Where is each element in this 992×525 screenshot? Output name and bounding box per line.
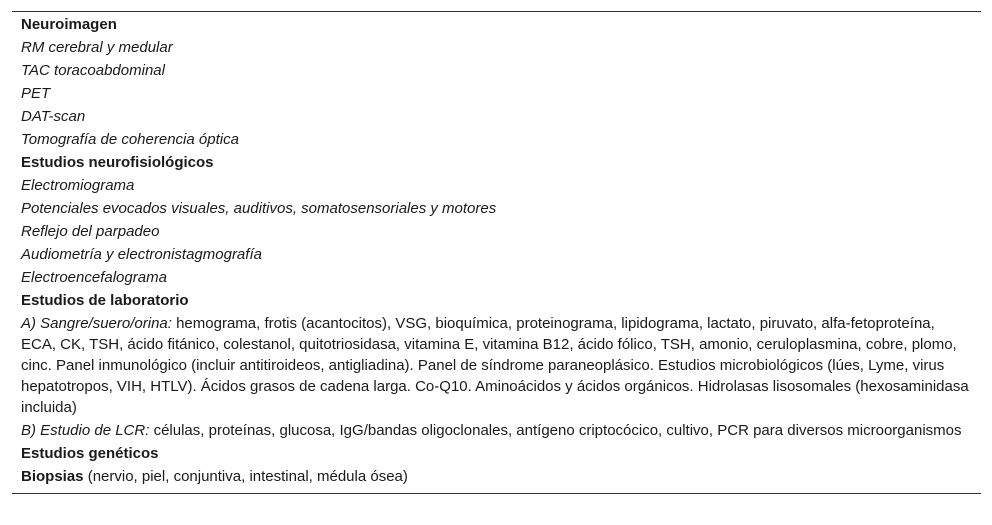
lab-csf-paragraph: [12, 420, 981, 441]
list-item: Electromiograma: [21, 177, 135, 194]
section-heading-biopsias: Biopsias: [21, 468, 84, 485]
section-heading-neurofisiologicos: Estudios neurofisiológicos: [21, 154, 214, 171]
section-heading-laboratorio: Estudios de laboratorio: [21, 292, 189, 309]
list-item: Reflejo del parpadeo: [21, 223, 160, 240]
list-item: Potenciales evocados visuales, auditivos, somatosensoriales y motores: [21, 200, 497, 217]
list-item: RM cerebral y medular: [21, 39, 173, 56]
list-item: Electroencefalograma: [21, 269, 167, 286]
lab-blood-text: hemograma, frotis (acantocitos), VSG, bioquímica, proteinograma, lipidograma, lactato, piruvato, alfa-fetoproteína, ECA, CK, TSH, ácido fitánico, colestanol, quitotriosidasa, vitamina E, vitamina B12, ácido fólico, TSH, amonio, ceruloplasmina, cobre, plomo, cinc. Panel inmunológico (incluir antitiroideos, antigliadina). Panel de síndrome paraneoplásico. Estudios microbiológicos (lúes, Lyme, virus hepatotropos, VIH, HTLV). Ácidos grasos de cadena larga. Co-Q10. Aminoácidos y ácidos orgánicos. Hidrolasas lisosomales (hexosaminidasa incluida): [21, 315, 969, 416]
biopsias-row: [12, 466, 981, 487]
lab-blood-paragraph: [12, 313, 981, 418]
lab-blood-label: A) Sangre/suero/orina:: [21, 315, 172, 332]
section-heading-geneticos: Estudios genéticos: [21, 445, 159, 462]
list-item: Tomografía de coherencia óptica: [21, 131, 239, 148]
lab-csf-text: células, proteínas, glucosa, IgG/bandas oligoclonales, antígeno criptocócico, cultivo, PCR para diversos microorganismos: [149, 422, 962, 439]
section-heading-neuroimagen: Neuroimagen: [21, 16, 117, 33]
list-item: TAC toracoabdominal: [21, 62, 165, 79]
list-item: DAT-scan: [21, 108, 86, 125]
lab-csf-label: B) Estudio de LCR:: [21, 422, 150, 439]
biopsias-text: (nervio, piel, conjuntiva, intestinal, médula ósea): [83, 468, 408, 485]
list-item: PET: [21, 85, 51, 102]
list-item: Audiometría y electronistagmografía: [21, 246, 262, 263]
studies-table: [12, 11, 981, 494]
table-body: [12, 12, 981, 487]
